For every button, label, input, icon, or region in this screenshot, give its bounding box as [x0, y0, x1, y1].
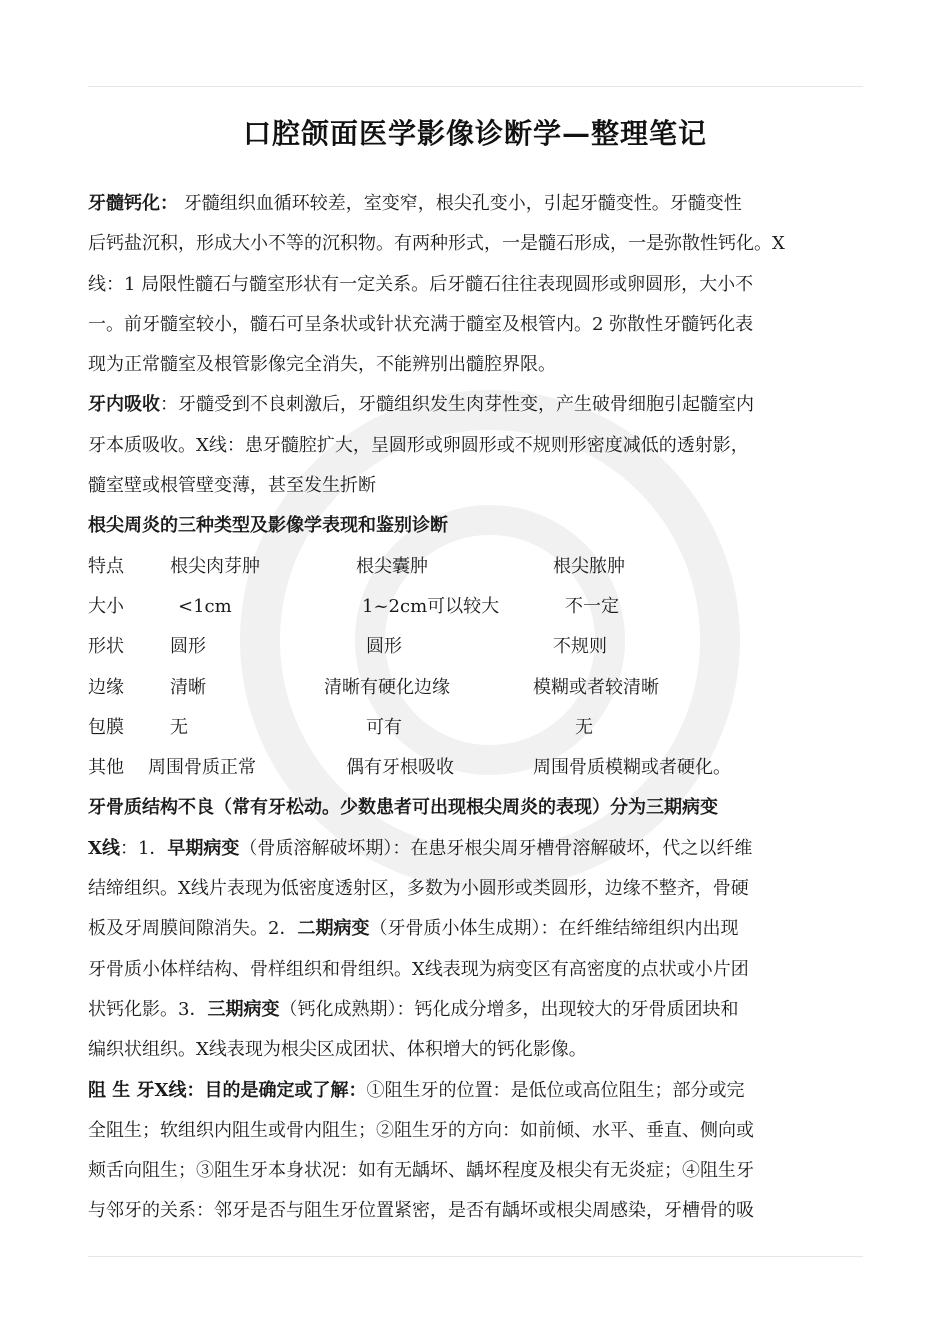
resorption-line-2: 牙本质吸收。X线：患牙髓腔扩大，呈圆形或卵圆形或不规则形密度减低的透射影，	[88, 434, 749, 456]
cemento-heading: 牙骨质结构不良（常有牙松动。少数患者可出现根尖周炎的表现）分为三期病变	[88, 797, 718, 819]
cemento-line-5: 状钙化影。3．三期病变（钙化成熟期）：钙化成分增多，出现较大的牙骨质团块和	[88, 998, 739, 1020]
cemento-line-1: X线：1．早期病变（骨质溶解破坏期）：在患牙根尖周牙槽骨溶解破坏，代之以纤维	[88, 837, 753, 859]
periapical-row: 大小 <1cm 1~2cm可以较大 不一定	[88, 595, 619, 617]
notes-body	[88, 184, 878, 1232]
impacted-line-4: 与邻牙的关系：邻牙是否与阻生牙位置紧密，是否有龋坏或根尖周感染，牙槽骨的吸	[88, 1200, 754, 1222]
cemento-line-3: 板及牙周膜间隙消失。2．二期病变（牙骨质小体生成期）：在纤维结缔组织内出现	[88, 918, 739, 940]
impacted-line-1: 阻 生 牙X线：目的是确定或了解：①阻生牙的位置：是低位或高位阻生；部分或完	[88, 1079, 745, 1101]
resorption-line-1: 牙内吸收：牙髓受到不良刺激后，牙髓组织发生肉芽性变，产生破骨细胞引起髓室内	[88, 394, 754, 416]
periapical-row: 特点 根尖肉芽肿 根尖囊肿 根尖脓肿	[88, 555, 625, 577]
pulp-calc-line-5: 现为正常髓室及根管影像完全消失，不能辨别出髓腔界限。	[88, 354, 556, 376]
periapical-row: 形状 圆形 圆形 不规则	[88, 636, 607, 658]
page-title: 口腔颌面医学影像诊断学—整理笔记	[242, 117, 707, 150]
pulp-calc-heading: 牙髓钙化：	[88, 193, 178, 214]
cemento-line-4: 牙骨质小体样结构、骨样组织和骨组织。X线表现为病变区有高密度的点状或小片团	[88, 958, 749, 980]
pulp-calc-line-4: 一。前牙髓室较小，髓石可呈条状或针状充满于髓室及根管内。2 弥散性牙髓钙化表	[88, 313, 754, 335]
periapical-row: 包膜 无 可有 无	[88, 716, 593, 738]
impacted-line-3: 颊舌向阻生；③阻生牙本身状况：如有无龋坏、龋坏程度及根尖有无炎症；④阻生牙	[88, 1160, 754, 1182]
resorption-line-3: 髓室壁或根管壁变薄，甚至发生折断	[88, 475, 376, 497]
cemento-line-2: 结缔组织。X线片表现为低密度透射区，多数为小圆形或类圆形，边缘不整齐，骨硬	[88, 878, 749, 900]
periapical-heading: 根尖周炎的三种类型及影像学表现和鉴别诊断	[88, 515, 448, 537]
footer-rule	[88, 1256, 863, 1257]
cemento-line-6: 编织状组织。X线表现为根尖区成团状、体积增大的钙化影像。	[88, 1039, 587, 1061]
resorption-heading: 牙内吸收	[88, 394, 160, 416]
impacted-line-2: 全阻生；软组织内阻生或骨内阻生；②阻生牙的方向：如前倾、水平、垂直、侧向或	[88, 1119, 754, 1141]
periapical-row: 其他 周围骨质正常 偶有牙根吸收 周围骨质模糊或者硬化。	[88, 757, 731, 779]
pulp-calc-line-1: 牙髓钙化： 牙髓组织血循环较差，室变窄，根尖孔变小，引起牙髓变性。牙髓变性	[88, 193, 742, 214]
impacted-heading: 阻 生 牙X线：目的是确定或了解：	[88, 1079, 367, 1101]
header-rule	[88, 86, 863, 87]
pulp-calc-line-2: 后钙盐沉积，形成大小不等的沉积物。有两种形式，一是髓石形成，一是弥散性钙化。X	[88, 233, 785, 255]
periapical-row: 边缘 清晰 清晰有硬化边缘 模糊或者较清晰	[88, 676, 659, 698]
pulp-calc-line-3: 线：1 局限性髓石与髓室形状有一定关系。后牙髓石往往表现圆形或卵圆形，大小不	[88, 273, 754, 295]
